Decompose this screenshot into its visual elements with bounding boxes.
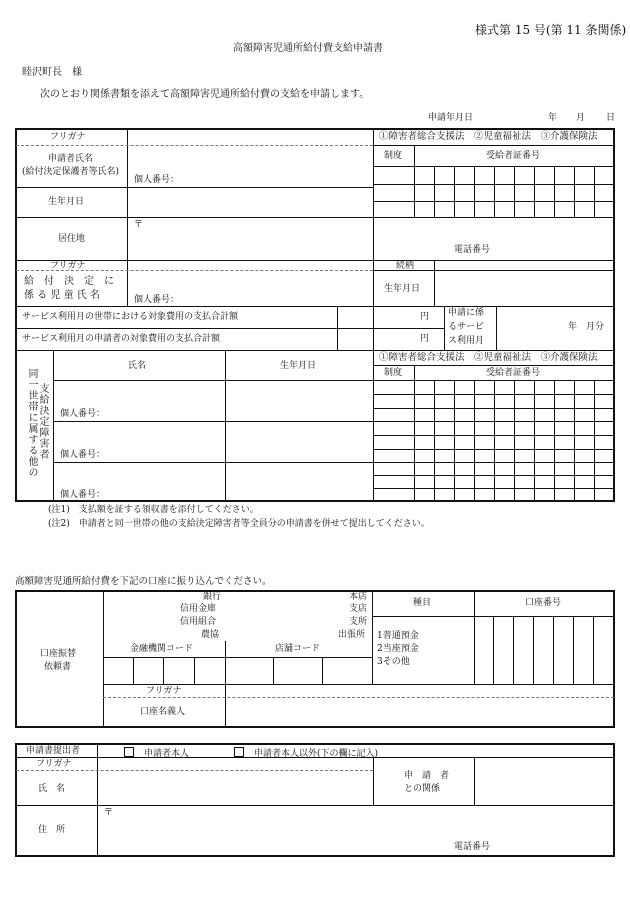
household-name-header: 氏名 [128,361,147,371]
applicant-phone-label: 電話番号 [454,245,491,255]
applicant-birth-label: 生年月日 [48,197,85,207]
submitter-table [15,743,615,857]
bank-furigana-label: フリガナ [146,686,182,696]
submitter-address-label: 住 所 [38,825,66,835]
branch-type-shisho: 支所 [349,617,368,627]
applicant-total-yen: 円 [420,334,430,344]
household-kojin-2: 個人番号： [60,450,106,460]
applicant-furigana-label: フリガナ [50,132,86,142]
account-type-toza: 2当座預金 [377,644,419,654]
household-certificate-label: 受給者証番号 [486,368,541,378]
service-month-value: 年 月分 [568,322,605,332]
child-name-label-1: 給 付 決 定 に [24,276,114,287]
household-total-yen: 円 [420,312,430,322]
household-seido-label: 制度 [384,368,403,378]
child-kojin-label: 個人番号： [134,295,180,305]
child-birth-label: 生年月日 [384,284,421,294]
checkbox-self[interactable] [124,747,134,757]
submitter-phone-label: 電話番号 [454,842,491,852]
bank-intro: 高額障害児通所給付費を下記の口座に振り込んでください。 [15,576,272,587]
applicant-laws: ①障害者総合支援法 ②児童福祉法 ③介護保険法 [379,131,598,142]
form-number: 様式第 15 号(第 11 条関係) [475,23,627,37]
branch-type-shiten: 支店 [349,604,368,614]
submitter-header: 申請書提出者 [26,746,81,756]
submitter-furigana-label: フリガナ [36,759,72,769]
branch-type-honten: 本店 [349,592,368,602]
institution-code-label: 金融機関コード [130,644,194,654]
household-side-label: 同一世帯に属する他の [26,368,37,478]
account-number-header: 口座番号 [525,598,562,608]
note-2: (注2) 申請者と同一世帯の他の支給決定障害者等全員分の申請書を併せて提出してください。 [48,519,430,529]
fin-type-shinkin: 信用金庫 [180,604,217,614]
service-month-label-1: 申請に係 [448,308,485,318]
application-year-label: 年 [548,113,558,123]
bank-table [15,590,615,728]
note-1: (注1) 支払額を証する領収書を添付してください。 [48,505,259,515]
household-birth-header: 生年月日 [280,361,317,371]
fin-type-bank: 銀行 [202,592,221,602]
applicant-seido-label: 制度 [384,151,403,161]
checkbox-other[interactable] [234,747,244,757]
applicant-name-label: 申請者氏名 [48,154,94,164]
submitter-option-other[interactable] [234,747,378,759]
branch-code-label: 店舗コード [275,644,321,654]
submitter-option-self[interactable] [124,747,189,759]
branch-type-shucchojo: 出張所 [338,630,366,640]
addressee: 睦沢町長 様 [22,67,82,78]
application-day-label: 日 [606,113,616,123]
household-total-label: サービス利用月の世帯における対象費用の支払合計額 [22,312,239,322]
service-month-label-2: るサービ [448,322,485,332]
account-type-header: 種目 [413,598,432,608]
submitter-postal-mark: 〒 [104,808,114,818]
bank-label-2: 依頼書 [44,662,72,672]
household-kojin-1: 個人番号： [60,409,106,419]
service-month-label-3: ス利用月 [448,336,485,346]
fin-type-nokyo: 農協 [201,630,220,640]
applicant-total-label: サービス利用月の申請者の対象費用の支払合計額 [22,334,221,344]
account-holder-label: 口座名義人 [140,707,186,717]
application-date-label: 申請年月日 [428,113,474,123]
bank-label-1: 口座振替 [40,649,77,659]
child-relation-label: 続柄 [396,261,415,271]
applicant-certificate-label: 受給者証番号 [486,151,541,161]
applicant-kojin-label: 個人番号： [134,175,180,185]
form-title: 高額障害児通所給付費支給申請書 [233,43,383,54]
applicant-name-sublabel: (給付決定保護者等氏名) [22,167,120,177]
relation-label-1: 申 請 者 [404,771,450,781]
submitter-name-label: 氏 名 [38,784,66,794]
household-kojin-3: 個人番号： [60,490,106,500]
household-inner-label: 支給決定障害者 [37,383,48,460]
household-laws: ①障害者総合支援法 ②児童福祉法 ③介護保険法 [379,352,598,363]
fin-type-kumiai: 信用組合 [180,617,217,627]
applicant-address-label: 居住地 [58,234,86,244]
account-type-other: 3その他 [377,657,410,667]
application-month-label: 月 [576,113,586,123]
child-name-label-2: 係 る 児 童 氏 名 [24,290,100,301]
intro-text: 次のとおり関係書類を添えて高額障害児通所給付費の支給を申請します。 [40,89,370,100]
submitter-option-self-label: 申請者本人 [144,749,190,759]
relation-label-2: との関係 [404,784,441,794]
account-type-futsu: 1普通預金 [377,631,419,641]
child-furigana-label: フリガナ [50,261,86,271]
applicant-postal-mark: 〒 [134,220,144,230]
submitter-option-other-label: 申請者本人以外(下の欄に記入) [254,749,379,759]
